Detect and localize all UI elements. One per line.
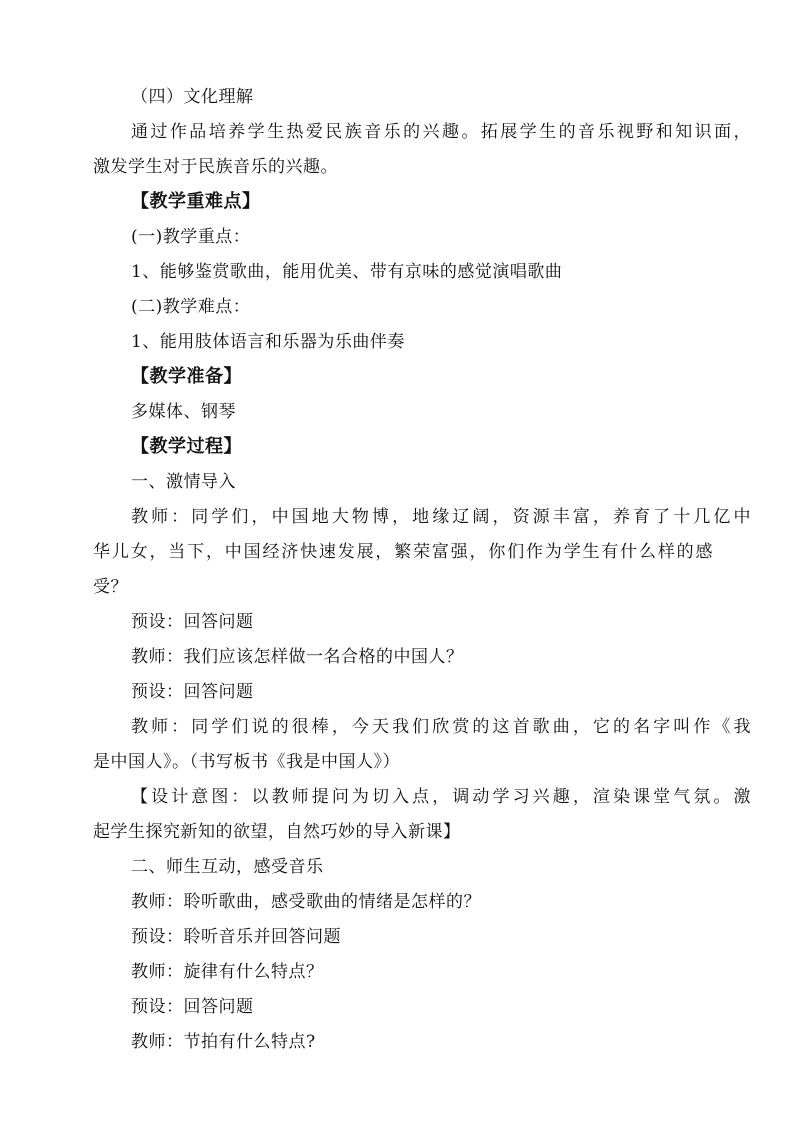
list-item: 1、能够鉴赏歌曲，能用优美、带有京味的感觉演唱歌曲 (131, 262, 563, 282)
paragraph-line: 受？ (93, 577, 128, 597)
paragraph-line: 华儿女，当下，中国经济快速发展，繁荣富强，你们作为学生有什么样的感 (93, 542, 713, 562)
section-heading-cultural-understanding: （四）文化理解 (131, 87, 254, 107)
paragraph-line: 教师：节拍有什么特点? (131, 1032, 316, 1052)
heading-teaching-preparation: 【教学准备】 (131, 366, 242, 387)
paragraph-line: 是中国人》。（书写板书《我是中国人》） (93, 752, 400, 772)
subheading-introduction: 一、激情导入 (131, 472, 236, 492)
paragraph-line: 教师：旋律有什么特点？ (131, 962, 324, 982)
paragraph-line: 通过作品培养学生热爱民族音乐的兴趣。拓展学生的音乐视野和知识面， (131, 122, 751, 142)
paragraph-line: 教师：同学们，中国地大物博，地缘辽阔，资源丰富，养育了十几亿中 (131, 507, 751, 527)
subheading-interaction: 二、师生互动，感受音乐 (131, 857, 324, 877)
heading-key-difficult-points: 【教学重难点】 (131, 191, 261, 212)
paragraph-line: 预设：回答问题 (131, 612, 254, 632)
paragraph-line: 预设：回答问题 (131, 682, 254, 702)
paragraph-line: 多媒体、钢琴 (131, 402, 236, 422)
subheading-key-points: (一)教学重点： (131, 227, 251, 247)
subheading-difficult-points: (二)教学难点： (131, 297, 251, 317)
paragraph-line: 预设：聆听音乐并回答问题 (131, 927, 341, 947)
paragraph-line: 教师：同学们说的很棒，今天我们欣赏的这首歌曲，它的名字叫作《我 (131, 717, 751, 737)
paragraph-line: 预设：回答问题 (131, 997, 254, 1017)
paragraph-line: 教师：我们应该怎样做一名合格的中国人？ (131, 647, 464, 667)
list-item: 1、能用肢体语言和乐器为乐曲伴奏 (131, 332, 405, 352)
design-intent-note: 【设计意图：以教师提问为切入点，调动学习兴趣，渲染课堂气氛。激 (131, 787, 751, 807)
paragraph-line: 激发学生对于民族音乐的兴趣。 (93, 157, 338, 177)
paragraph-line: 教师：聆听歌曲，感受歌曲的情绪是怎样的？ (131, 892, 481, 912)
heading-teaching-process: 【教学过程】 (131, 436, 242, 457)
design-intent-note: 起学生探究新知的欲望，自然巧妙的导入新课】 (93, 822, 461, 842)
